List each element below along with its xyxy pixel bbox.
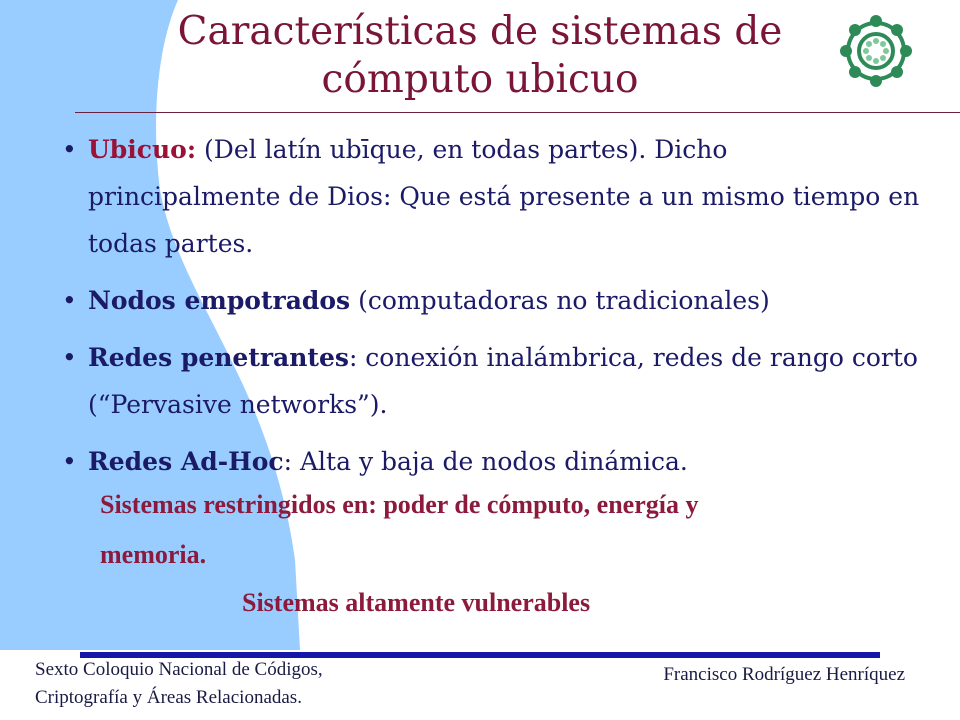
footer-author: Francisco Rodríguez Henríquez [663,664,905,685]
bullet-text: : Alta y baja de nodos dinámica. [283,447,688,476]
bullet-redes-penetrantes [62,334,922,428]
bullet-ubicuo [62,126,922,267]
bullet-text: (computadoras no tradicionales) [350,286,770,315]
bullet-term: Nodos empotrados [88,286,351,315]
footer-event [35,656,323,712]
title-divider [75,112,960,113]
bullet-list [62,126,922,495]
slide-title [140,8,820,104]
footer-event-line-1: Sexto Coloquio Nacional de Códigos, [35,659,323,680]
institution-logo-icon [840,15,912,87]
note-restricted-line-2: memoria. [100,540,207,569]
bullet-text: (Del latín ubīque, en todas partes). Dicho principalmente de Dios: Que está presente a un mismo tiempo en todas partes. [88,135,920,258]
bullet-text: : conexión inalámbrica, redes de rango corto (“Pervasive networks”). [88,343,918,419]
note-vulnerable: Sistemas altamente vulnerables [242,588,591,617]
title-line-2: cómputo ubicuo [321,57,639,102]
bullet-term: Redes penetrantes [88,343,349,372]
bullet-dot: • [62,447,77,476]
footer-event-line-2: Criptografía y Áreas Relacionadas. [35,687,302,708]
bullet-term: Ubicuo: [88,135,197,164]
bullet-dot: • [62,135,77,164]
bullet-dot: • [62,286,77,315]
bullet-nodos [62,277,922,324]
note-restricted-line-1: Sistemas restringidos en: poder de cómputo, energía y [100,490,699,519]
bullet-term: Redes Ad-Hoc [88,447,284,476]
title-line-1: Características de sistemas de [177,9,783,54]
bullet-redes-adhoc [62,438,922,485]
bullet-dot: • [62,343,77,372]
